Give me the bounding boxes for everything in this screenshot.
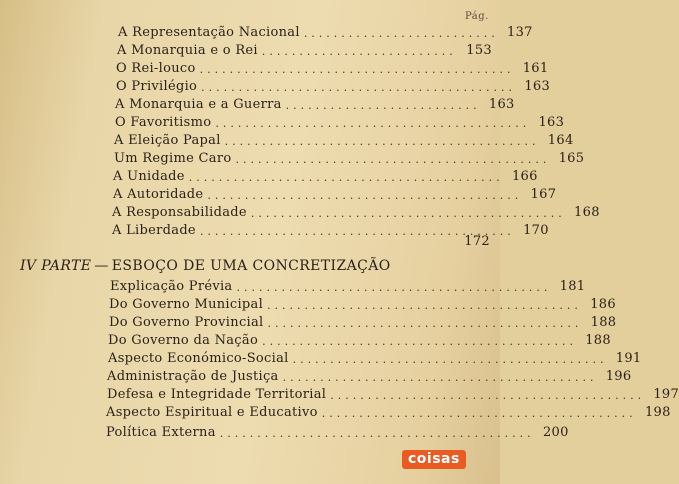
toc-entry bbox=[112, 202, 600, 220]
toc-entry-page: 161 bbox=[522, 61, 549, 76]
toc-entry-title: A Monarquia e a Guerra bbox=[115, 97, 282, 112]
toc-entry bbox=[109, 294, 616, 312]
dot-leader: .......................................... bbox=[321, 407, 637, 420]
dot-leader: .......................................... bbox=[188, 171, 504, 184]
part-dash: — bbox=[94, 258, 109, 274]
toc-entry-title: Aspecto Espiritual e Educativo bbox=[106, 405, 318, 420]
toc-entry bbox=[114, 130, 574, 148]
dot-leader: .......................................... bbox=[199, 63, 515, 76]
toc-entry bbox=[116, 58, 549, 76]
dot-leader: .......................................... bbox=[250, 207, 566, 220]
dot-leader: .......................................... bbox=[262, 335, 577, 348]
dot-leader: .......................................... bbox=[207, 189, 523, 202]
toc-entry-title: Defesa e Integridade Territorial bbox=[107, 387, 327, 402]
toc-entry-page: 166 bbox=[511, 169, 538, 184]
toc-entry-title: O Favoritismo bbox=[115, 115, 212, 130]
toc-entry bbox=[118, 22, 533, 40]
toc-entry-title: Do Governo da Nação bbox=[108, 333, 259, 348]
toc-entry bbox=[108, 348, 642, 366]
dot-leader: .......................... bbox=[303, 27, 499, 40]
dot-leader: .......................................... bbox=[199, 225, 515, 238]
toc-entry-title: Política Externa bbox=[106, 425, 216, 440]
toc-entry-page: 181 bbox=[559, 279, 586, 294]
toc-entry-page: 188 bbox=[585, 333, 611, 348]
dot-leader: .......................................... bbox=[267, 317, 583, 330]
toc-entry-page: 165 bbox=[558, 151, 585, 166]
dot-leader: .......................... bbox=[261, 45, 457, 58]
page-column-label: Pág. bbox=[465, 11, 489, 22]
toc-entry-title: Do Governo Municipal bbox=[109, 297, 264, 312]
dot-leader: .......................................... bbox=[235, 153, 551, 166]
toc-entry-title: A Unidade bbox=[113, 169, 185, 184]
dot-leader: .......................................... bbox=[236, 281, 552, 294]
toc-entry-title: A Responsabilidade bbox=[112, 205, 247, 220]
toc-entry-page: 167 bbox=[530, 187, 557, 202]
toc-entry-page: 188 bbox=[590, 315, 617, 330]
dot-leader: .......................................... bbox=[282, 371, 598, 384]
toc-entry-title: O Privilégio bbox=[116, 79, 198, 94]
dot-leader: .......................... bbox=[285, 99, 481, 112]
toc-entry bbox=[107, 384, 679, 402]
dot-leader: .......................................... bbox=[219, 427, 535, 440]
toc-entry-title: Um Regime Caro bbox=[114, 151, 232, 166]
toc-entry-page: 153 bbox=[466, 43, 492, 58]
toc-entry-title: O Rei-louco bbox=[116, 61, 196, 76]
toc-entry-title: Administração de Justiça bbox=[107, 369, 279, 384]
toc-extra-page-row bbox=[440, 231, 490, 249]
toc-entry-page: 197 bbox=[653, 387, 679, 402]
toc-entry-page: 164 bbox=[547, 133, 574, 148]
toc-entry bbox=[113, 166, 538, 184]
toc-entry bbox=[117, 40, 492, 58]
dot-leader: .......................................... bbox=[330, 389, 646, 402]
part-number: IV PARTE bbox=[20, 258, 92, 274]
dot-leader: .......................................... bbox=[201, 81, 517, 94]
part-heading bbox=[20, 258, 391, 274]
toc-entry-page: 163 bbox=[524, 79, 551, 94]
dot-leader: .......................................... bbox=[267, 299, 582, 312]
toc-entry-page: 163 bbox=[538, 115, 565, 130]
toc-entry bbox=[106, 402, 671, 420]
toc-entry-page: 163 bbox=[488, 97, 515, 112]
toc-entry-page: 168 bbox=[574, 205, 600, 220]
toc-entry-page: 196 bbox=[605, 369, 632, 384]
watermark-logo: coisas bbox=[402, 450, 466, 469]
toc-entry bbox=[107, 366, 632, 384]
toc-entry bbox=[115, 94, 515, 112]
toc-entry-title: Aspecto Económico-Social bbox=[108, 351, 289, 366]
toc-entry-page: 200 bbox=[542, 425, 569, 440]
toc-entry-page: 191 bbox=[615, 351, 642, 366]
part-title: ESBOÇO DE UMA CONCRETIZAÇÃO bbox=[111, 258, 391, 274]
toc-entry bbox=[108, 330, 611, 348]
toc-entry bbox=[116, 76, 551, 94]
toc-entry-page: 186 bbox=[590, 297, 616, 312]
toc-entry-title: A Eleição Papal bbox=[114, 133, 221, 148]
toc-entry-title: A Liberdade bbox=[112, 223, 196, 238]
toc-entry-page: 198 bbox=[644, 405, 671, 420]
toc-entry bbox=[106, 422, 569, 440]
toc-entry bbox=[112, 220, 549, 238]
toc-entry bbox=[110, 276, 586, 294]
toc-entry-title: A Representação Nacional bbox=[118, 25, 300, 40]
toc-entry-title: Do Governo Provincial bbox=[109, 315, 264, 330]
dot-leader: .......................................... bbox=[292, 353, 608, 366]
toc-extra-page: 172 bbox=[464, 234, 490, 249]
toc-entry bbox=[109, 312, 617, 330]
dot-leader: .......................................... bbox=[224, 135, 540, 148]
toc-entry bbox=[115, 112, 565, 130]
toc-entry-title: A Autoridade bbox=[113, 187, 204, 202]
toc-entry bbox=[114, 148, 585, 166]
toc-entry-title: Explicação Prévia bbox=[110, 279, 233, 294]
toc-entry bbox=[113, 184, 557, 202]
dot-leader: .......................................... bbox=[215, 117, 531, 130]
toc-entry-page: 170 bbox=[523, 223, 549, 238]
toc-entry-page: 137 bbox=[507, 25, 533, 40]
toc-entry-title: A Monarquia e o Rei bbox=[117, 43, 258, 58]
